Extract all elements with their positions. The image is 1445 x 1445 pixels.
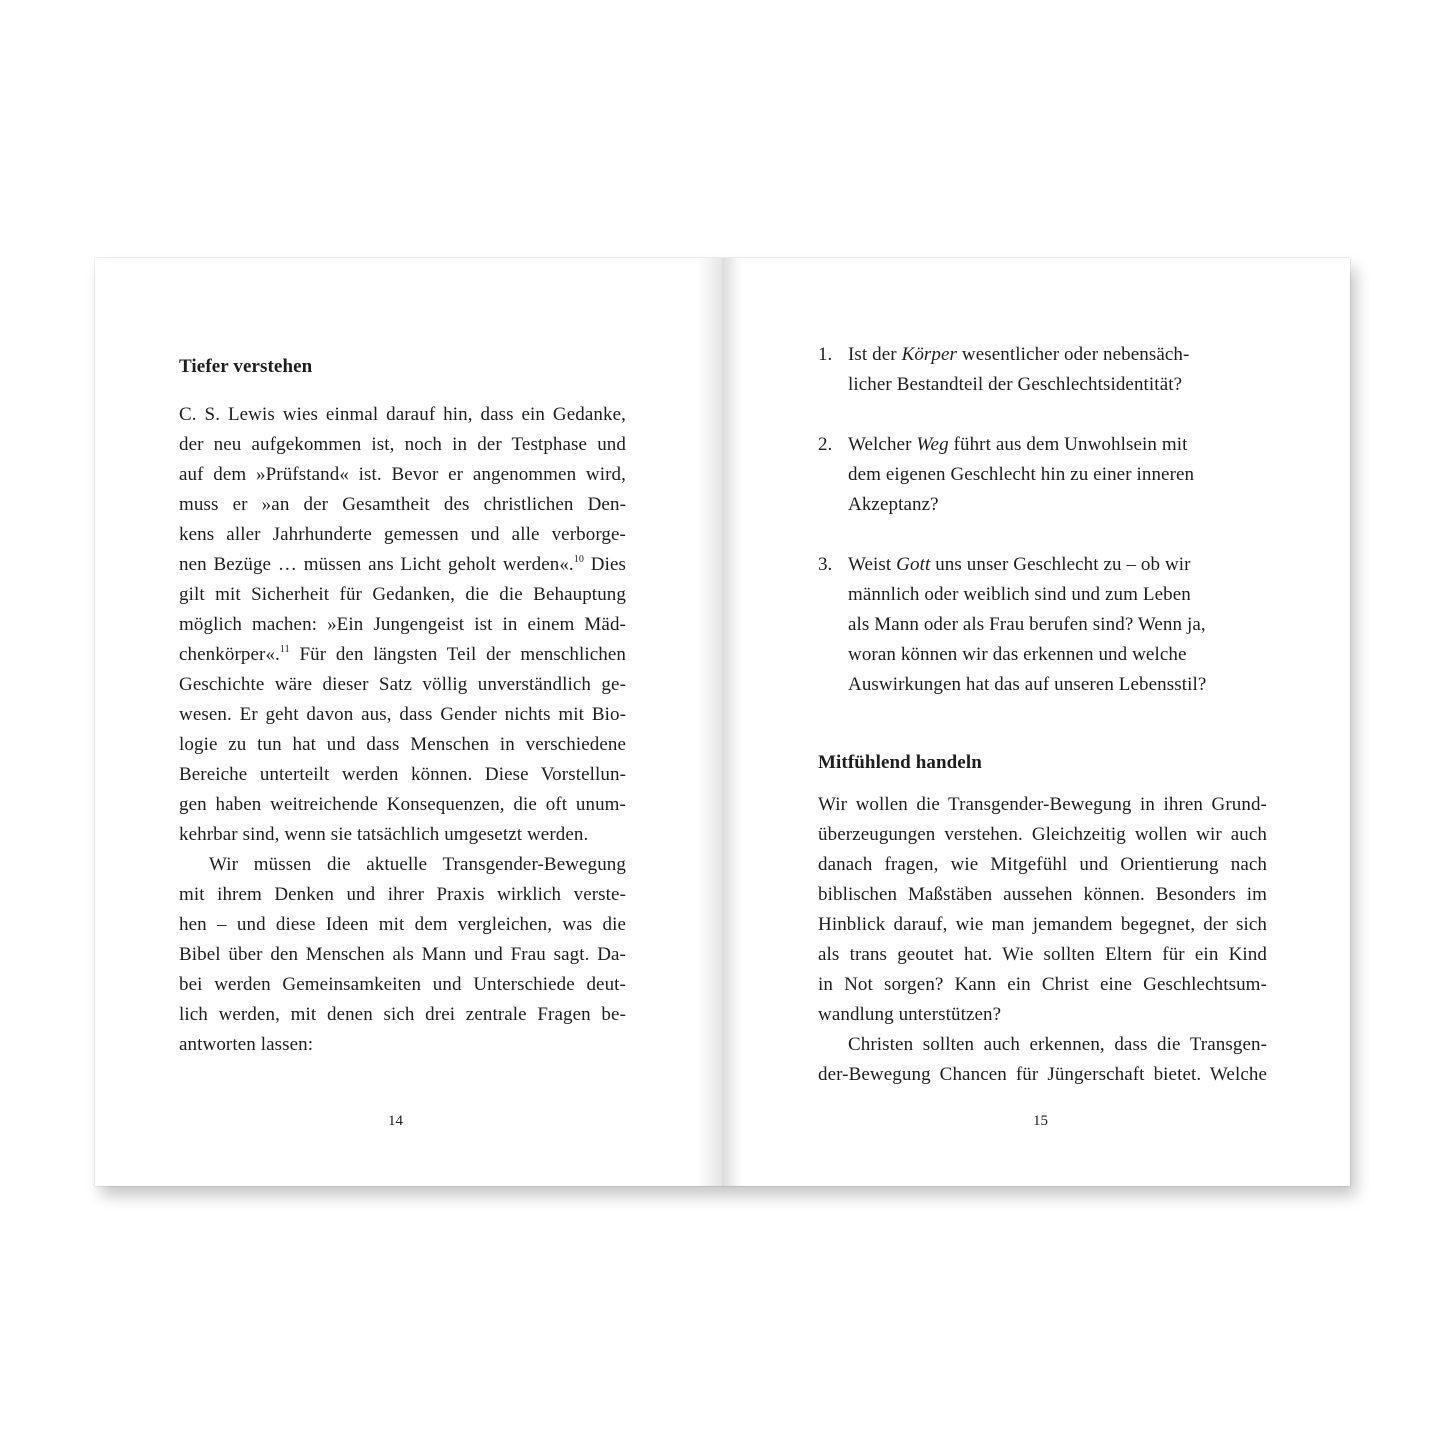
text-line: Bibel über den Menschen als Mann und Frau sagt. Da- [179, 944, 626, 965]
list-item-line: Akzeptanz? [848, 494, 939, 515]
text-line: mit ihrem Denken und ihrer Praxis wirklich verste- [179, 884, 626, 905]
list-item-line: als Mann oder als Frau berufen sind? Wenn ja, [848, 614, 1206, 635]
list-item-line [848, 340, 1189, 370]
list-item-line [848, 550, 1191, 580]
text-line: gilt mit Sicherheit für Gedanken, die die Behauptung [179, 584, 626, 605]
text-line-indented: Wir müssen die aktuelle Transgender-Bewegung [209, 854, 626, 875]
list-item-line: dem eigenen Geschlecht hin zu einer inneren [848, 464, 1195, 485]
text-line: C. S. Lewis wies einmal darauf hin, dass ein Gedanke, [179, 404, 626, 425]
text-line-with-footnote [179, 550, 626, 580]
gutter-shadow [722, 258, 742, 1186]
text-segment: chenkörper«. [179, 644, 280, 665]
text-line: wandlung unterstützen? [818, 1004, 1002, 1025]
text-line: Hinblick darauf, wie man jemandem begegnet, der sich [818, 914, 1267, 935]
text-line: möglich machen: »Ein Jungengeist ist in einem Mäd- [179, 614, 626, 635]
text-line: bei werden Gemeinsamkeiten und Unterschiede deut- [179, 974, 626, 995]
text-line: Geschichte wäre dieser Satz völlig unverständlich ge- [179, 674, 626, 695]
list-item-line: woran können wir das erkennen und welche [848, 644, 1187, 665]
text-segment: Welcher [848, 434, 917, 455]
section-heading: Tiefer verstehen [179, 356, 313, 377]
list-number: 2. [818, 434, 833, 455]
text-line: kehrbar sind, wenn sie tatsächlich umgesetzt werden. [179, 824, 589, 845]
text-line: in Not sorgen? Kann ein Christ eine Geschlechtsum- [818, 974, 1267, 995]
text-line: als trans geoutet hat. Wie sollten Eltern für ein Kind [818, 944, 1267, 965]
gutter-shadow [696, 258, 722, 1186]
text-line: Bereiche unterteilt werden können. Diese Vorstellun- [179, 764, 626, 785]
text-segment: Ist der [848, 344, 902, 365]
text-segment: wesentlicher oder nebensäch- [957, 344, 1190, 365]
text-segment: Für den längsten Teil der menschlichen [289, 644, 626, 665]
text-line: der-Bewegung Chancen für Jüngerschaft bietet. Welche [818, 1064, 1267, 1085]
text-line: danach fragen, wie Mitgefühl und Orientierung nach [818, 854, 1267, 875]
list-item-line: männlich oder weiblich sind und zum Leben [848, 584, 1191, 605]
text-line: logie zu tun hat und dass Menschen in verschiedene [179, 734, 626, 755]
text-segment: Weist [848, 554, 897, 575]
text-segment: nen Bezüge … müssen ans Licht geholt werden«. [179, 554, 574, 575]
text-line: kens aller Jahrhunderte gemessen und alle verborge- [179, 524, 626, 545]
text-line: biblischen Maßstäben aussehen können. Besonders im [818, 884, 1267, 905]
text-segment: Dies [584, 554, 627, 575]
emphasis: Weg [916, 434, 949, 455]
text-line-indented: Christen sollten auch erkennen, dass die Transgen- [848, 1034, 1267, 1055]
text-line: antworten lassen: [179, 1034, 314, 1055]
book-spread [95, 258, 1350, 1186]
emphasis: Gott [896, 554, 931, 575]
text-segment: uns unser Geschlecht zu – ob wir [930, 554, 1191, 575]
footnote-ref: 10 [573, 554, 584, 565]
text-line: hen – und diese Ideen mit dem vergleichen, was die [179, 914, 626, 935]
footnote-ref: 11 [279, 644, 290, 655]
list-item-line: Auswirkungen hat das auf unseren Lebensstil? [848, 674, 1207, 695]
list-number: 1. [818, 344, 833, 365]
left-page [95, 258, 722, 1186]
text-line: muss er »an der Gesamtheit des christlichen Den- [179, 494, 626, 515]
section-heading: Mitfühlend handeln [818, 752, 982, 773]
list-item-line [848, 430, 1188, 460]
right-page [722, 258, 1350, 1186]
text-line: gen haben weitreichende Konsequenzen, die oft unum- [179, 794, 626, 815]
list-number: 3. [818, 554, 833, 575]
text-line: Wir wollen die Transgender-Bewegung in ihren Grund- [818, 794, 1267, 815]
emphasis: Körper [901, 344, 958, 365]
text-line: wesen. Er geht davon aus, dass Gender nichts mit Bio- [179, 704, 626, 725]
text-line: lich werden, mit denen sich drei zentrale Fragen be- [179, 1004, 626, 1025]
page-number: 15 [1033, 1113, 1048, 1129]
text-segment: führt aus dem Unwohlsein mit [948, 434, 1188, 455]
text-line: der neu aufgekommen ist, noch in der Testphase und [179, 434, 626, 455]
text-line: auf dem »Prüfstand« ist. Bevor er angenommen wird, [179, 464, 626, 485]
text-line: überzeugungen verstehen. Gleichzeitig wollen wir auch [818, 824, 1267, 845]
list-item-line: licher Bestandteil der Geschlechtsidentität? [848, 374, 1183, 395]
page-number: 14 [388, 1113, 403, 1129]
text-line-with-footnote [179, 640, 626, 670]
